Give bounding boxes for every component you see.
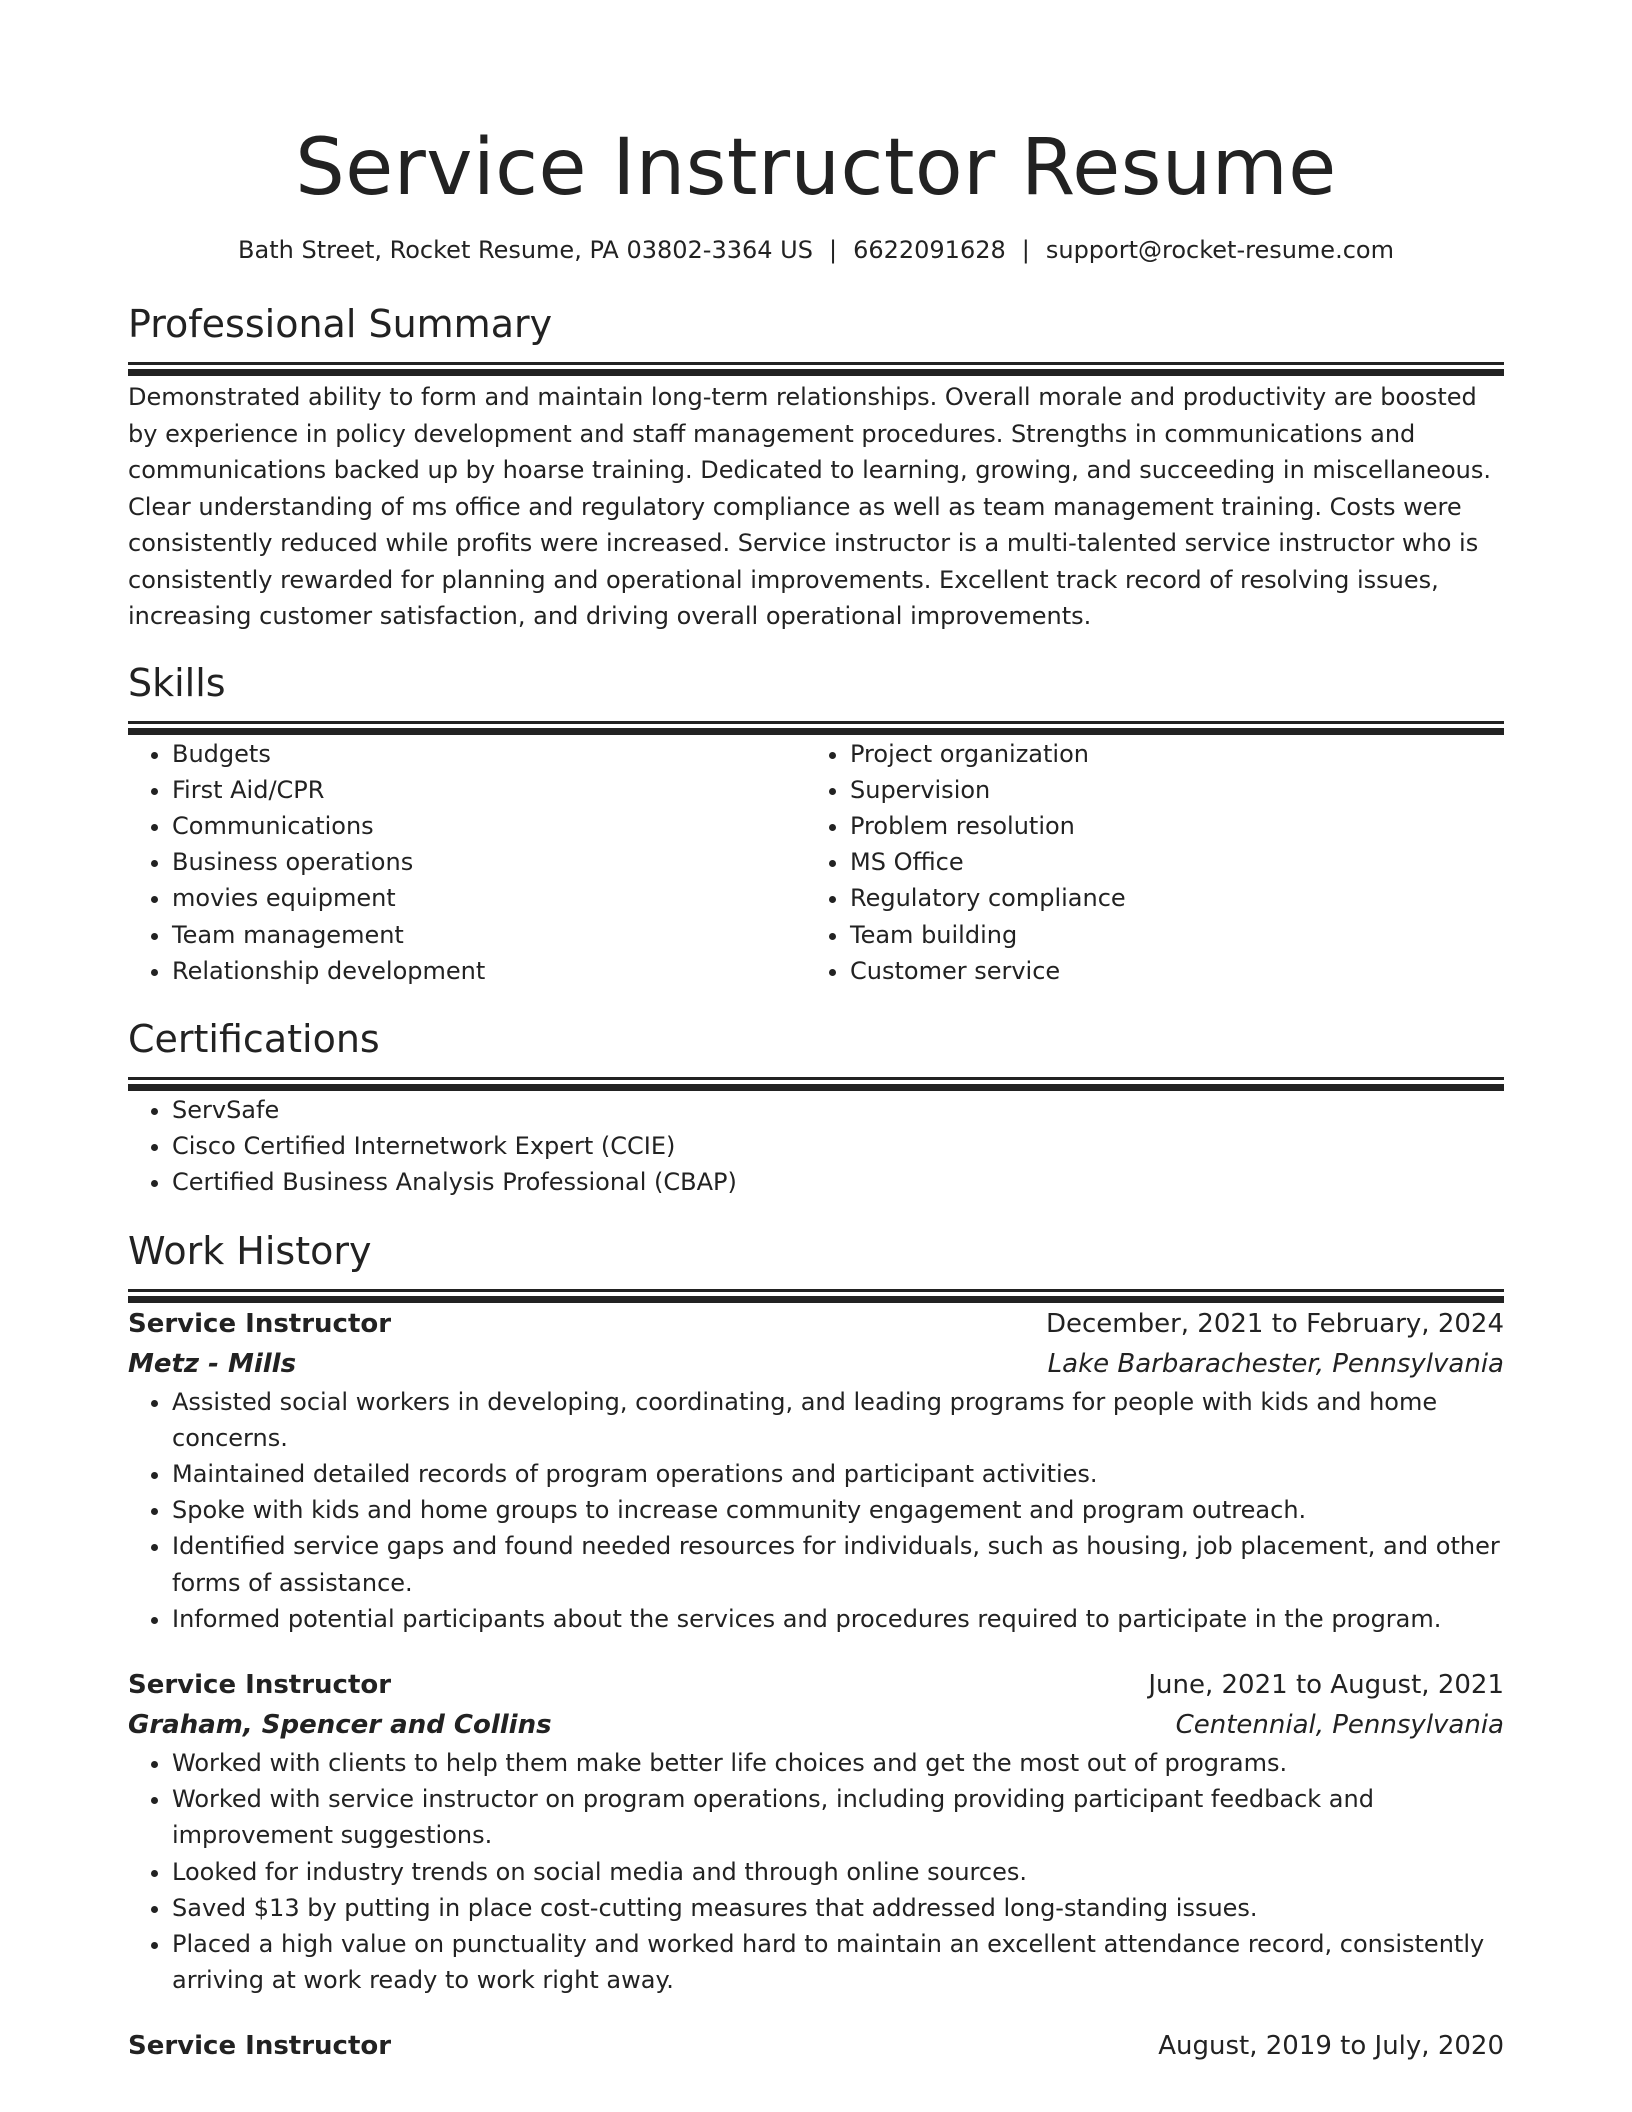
skills-heading: Skills: [128, 660, 226, 705]
job-company: Metz - Mills: [128, 1348, 297, 1379]
skill-item: • Communications: [172, 808, 806, 844]
skill-item: • Regulatory compliance: [850, 880, 1484, 916]
skills-column-left: [128, 736, 806, 989]
contact-phone: 6622091628: [853, 236, 1006, 264]
skills-section: [128, 659, 1504, 989]
contact-line: [128, 234, 1504, 266]
job-duties: [128, 1384, 1504, 1637]
resume-title: Service Instructor Resume: [295, 123, 1337, 213]
skill-item: • Relationship development: [172, 953, 806, 989]
section-divider: [128, 1077, 1504, 1080]
certifications-heading: Certifications: [128, 1016, 380, 1061]
section-divider: [128, 1289, 1504, 1292]
skill-item: • Team building: [850, 917, 1484, 953]
job-duty: • Maintained detailed records of program operations and participant activities.: [172, 1456, 1504, 1492]
skills-column-right: [806, 736, 1484, 989]
job-dates: December, 2021 to February, 2024: [1045, 1308, 1504, 1339]
work-history-section: [128, 1227, 1504, 2067]
job-duty: • Worked with clients to help them make better life choices and get the most out of programs.: [172, 1745, 1504, 1781]
skill-item: • Business operations: [172, 844, 806, 880]
skill-item: • Customer service: [850, 953, 1484, 989]
job-dates: June, 2021 to August, 2021: [1148, 1669, 1504, 1700]
job-subheader: [128, 1705, 1504, 1745]
certification-item: • Cisco Certified Internetwork Expert (CCIE): [172, 1128, 1504, 1164]
contact-email: support@rocket-resume.com: [1045, 236, 1394, 264]
skills-list-left: [128, 736, 806, 989]
job-duty: • Worked with service instructor on program operations, including providing participant feedback and improvement suggestions.: [172, 1781, 1504, 1853]
job-subheader: [128, 1344, 1504, 1384]
skill-item: • First Aid/CPR: [172, 772, 806, 808]
job-duties: [128, 1745, 1504, 1998]
skills-grid: [128, 736, 1504, 989]
skill-item: • Team management: [172, 917, 806, 953]
job-entry: [128, 2026, 1504, 2066]
summary-text: Demonstrated ability to form and maintain long-term relationships. Overall morale and productivity are boosted by experience in policy development and staff management procedures. Strengths in communications and communications backed up by hoarse training. Dedicated to learning, growing, and succeeding in miscellaneous. Clear understanding of ms office and regulatory compliance as well as team management training. Costs were consistently reduced while profits were increased. Service instructor is a multi-talented service instructor who is consistently rewarded for planning and operational improvements. Excellent track record of resolving issues, increasing customer satisfaction, and driving overall operational improvements.: [128, 383, 1491, 630]
summary-heading: Professional Summary: [128, 302, 553, 346]
certifications-section: [128, 1015, 1504, 1201]
skill-item: • movies equipment: [172, 880, 806, 916]
contact-address: Bath Street, Rocket Resume, PA 03802-3364 US: [238, 236, 813, 264]
job-company: Graham, Spencer and Collins: [128, 1709, 552, 1740]
summary-section: [128, 300, 1504, 635]
job-entry: [128, 1665, 1504, 1998]
job-title: Service Instructor: [128, 1308, 392, 1339]
skill-item: • Project organization: [850, 736, 1484, 772]
job-location: Lake Barbarachester, Pennsylvania: [1047, 1348, 1504, 1379]
work-history-heading: Work History: [128, 1228, 372, 1273]
section-divider: [128, 362, 1504, 365]
job-duty: • Placed a high value on punctuality and worked hard to maintain an excellent attendance record, consistently arriving at work ready to work right away.: [172, 1926, 1504, 1998]
job-duty: • Spoke with kids and home groups to increase community engagement and program outreach.: [172, 1492, 1504, 1528]
job-duty: • Looked for industry trends on social media and through online sources.: [172, 1854, 1504, 1890]
contact-separator: |: [828, 236, 838, 264]
job-location: Centennial, Pennsylvania: [1175, 1709, 1504, 1740]
job-duty: • Assisted social workers in developing, coordinating, and leading programs for people with kids and home concerns.: [172, 1384, 1504, 1456]
skill-item: • Budgets: [172, 736, 806, 772]
skill-item: • Supervision: [850, 772, 1484, 808]
job-title: Service Instructor: [128, 1669, 392, 1700]
resume-page: [128, 0, 1504, 2066]
job-header: [128, 1304, 1504, 1344]
job-duty: • Informed potential participants about the services and procedures required to participate in the program.: [172, 1601, 1504, 1637]
skill-item: • Problem resolution: [850, 808, 1484, 844]
contact-separator: |: [1021, 236, 1030, 264]
section-divider: [128, 721, 1504, 724]
skill-item: • MS Office: [850, 844, 1484, 880]
certifications-list: [128, 1092, 1504, 1201]
job-title: Service Instructor: [128, 2031, 392, 2062]
skills-list-right: [806, 736, 1484, 989]
job-dates: August, 2019 to July, 2020: [1158, 2031, 1504, 2062]
job-duty: • Saved $13 by putting in place cost-cutting measures that addressed long-standing issues.: [172, 1890, 1504, 1926]
certification-item: • Certified Business Analysis Professional (CBAP): [172, 1164, 1504, 1200]
job-duty: • Identified service gaps and found needed resources for individuals, such as housing, job placement, and other forms of assistance.: [172, 1528, 1504, 1600]
job-header: [128, 2026, 1504, 2066]
certification-item: • ServSafe: [172, 1092, 1504, 1128]
job-header: [128, 1665, 1504, 1705]
job-entry: [128, 1304, 1504, 1637]
